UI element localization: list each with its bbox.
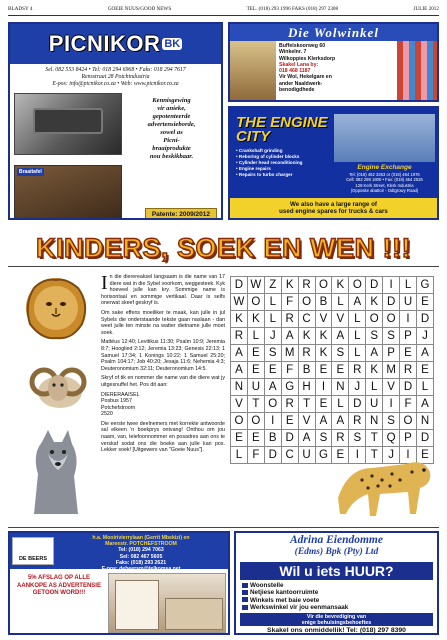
grid-letter: Z: [264, 277, 281, 294]
grid-letter: T: [366, 430, 383, 447]
grid-letter: R: [298, 277, 315, 294]
grid-letter: K: [281, 277, 298, 294]
grid-letter: R: [332, 430, 349, 447]
picnikor-banner: [10, 24, 221, 64]
grid-letter: S: [383, 328, 400, 345]
de-beers-logo-text: DE BEERS: [18, 556, 48, 562]
wolwinkel-photo: [230, 41, 276, 100]
cheetah-illustration: [332, 428, 438, 520]
wolf-illustration: [14, 424, 98, 520]
grid-letter: N: [416, 413, 433, 430]
promo-line: AANKOPE AS ADVERTENSIE: [17, 582, 101, 589]
wol-extra-line: benodigdhede: [279, 87, 315, 94]
grid-letter: E: [264, 362, 281, 379]
grid-row: [231, 294, 434, 311]
offering-item: [242, 589, 431, 596]
yarn-photo: [397, 41, 437, 100]
offering-label: Winkels met baie voete: [250, 596, 320, 604]
engine-spares-strip: [230, 198, 437, 218]
grid-letter: O: [264, 396, 281, 413]
grid-letter: E: [247, 430, 264, 447]
grid-letter: O: [349, 277, 366, 294]
adrina-offerings: [242, 582, 431, 611]
grid-letter: A: [332, 413, 349, 430]
grid-row: [231, 277, 434, 294]
engine-service-item: • Reboring of cylinder blocks: [236, 154, 300, 159]
grid-letter: T: [366, 447, 383, 464]
picnikor-contact: [10, 64, 221, 91]
grid-letter: D: [281, 430, 298, 447]
de-beers-contact: [56, 535, 226, 572]
page-number: BLADSY 4: [8, 6, 33, 12]
bullet-icon: [242, 590, 248, 595]
grid-letter: H: [298, 379, 315, 396]
kitchen-photo: [108, 573, 226, 633]
grid-letter: N: [231, 379, 248, 396]
engine-city-ad: [228, 106, 439, 220]
paper-name: GOEIE NUUS/GOOD NEWS: [107, 6, 172, 12]
grid-letter: E: [400, 345, 417, 362]
engine-strip-line: We also have a large range of: [290, 201, 377, 208]
grid-letter: R: [400, 362, 417, 379]
grid-letter: L: [349, 328, 366, 345]
engine-services: [236, 148, 332, 178]
grid-letter: O: [400, 413, 417, 430]
grid-letter: T: [298, 396, 315, 413]
grid-letter: R: [349, 413, 366, 430]
grid-row: [231, 311, 434, 328]
grid-letter: D: [383, 294, 400, 311]
grid-letter: E: [332, 447, 349, 464]
grid-row: [231, 328, 434, 345]
grid-letter: K: [366, 362, 383, 379]
grid-letter: M: [383, 362, 400, 379]
wol-extra-line: Vir Wol, Hekelgare en: [279, 74, 332, 81]
wolwinkel-title: Die Wolwinkel: [230, 24, 437, 41]
grid-letter: D: [366, 277, 383, 294]
grid-letter: O: [315, 277, 332, 294]
grid-letter: F: [247, 447, 264, 464]
beers-email: E-pos: debeersm@telkomsa.net: [101, 566, 181, 573]
grid-letter: L: [400, 277, 417, 294]
grid-letter: D: [231, 277, 248, 294]
wol-phone: 018 468 1187: [279, 68, 311, 75]
adrina-phone: Skakel ons onmiddellik! Tel: (018) 297 8390: [267, 627, 406, 634]
braai-tag: Braaitafel: [19, 169, 42, 175]
grid-letter: L: [264, 311, 281, 328]
grid-letter: V: [383, 379, 400, 396]
grid-letter: A: [416, 345, 433, 362]
grid-letter: A: [332, 328, 349, 345]
beers-address-line: Mareestr. POTCHEFSTROOM: [105, 541, 177, 548]
grid-letter: S: [349, 430, 366, 447]
grid-letter: U: [400, 294, 417, 311]
grid-letter: A: [264, 379, 281, 396]
grill-photo: [14, 93, 122, 155]
grid-letter: G: [315, 447, 332, 464]
picnikor-name: PICNIKOR: [48, 31, 161, 56]
beers-cell: Sel: 082 467 5605: [119, 553, 163, 560]
grid-letter: I: [400, 311, 417, 328]
grid-row: [231, 379, 434, 396]
grid-letter: J: [416, 328, 433, 345]
grid-letter: B: [298, 362, 315, 379]
grid-letter: J: [349, 379, 366, 396]
grid-letter: R: [281, 396, 298, 413]
grid-letter: O: [231, 413, 248, 430]
grid-letter: L: [416, 379, 433, 396]
grid-letter: W: [247, 277, 264, 294]
grid-row: [231, 362, 434, 379]
grid-letter: Q: [383, 430, 400, 447]
grid-letter: A: [416, 396, 433, 413]
engine-city-logo: [236, 116, 330, 146]
engine-contact-line: Tel: (018) 462 3253 or (018) 464 1976: [349, 172, 420, 177]
picnikor-ad: [8, 22, 223, 220]
tagline-line: gepotenteerde: [152, 113, 191, 120]
grid-letter: F: [281, 294, 298, 311]
grid-letter: C: [281, 447, 298, 464]
grid-letter: L: [247, 328, 264, 345]
beers-discount-promo: [12, 573, 106, 633]
offering-label: Werkswinkel vir jou eenmansaak: [250, 603, 349, 611]
beers-fax: Faks: (018) 293 2621: [115, 559, 167, 566]
grid-letter: L: [332, 396, 349, 413]
grid-letter: G: [281, 379, 298, 396]
grid-letter: L: [349, 345, 366, 362]
article-paragraph: Skryf of tik en nommer die name van die diere wat jy uitgesnuffel het. Pos dit aan:: [101, 375, 225, 388]
grid-letter: I: [315, 379, 332, 396]
huur-banner: Wil u iets HUUR?: [240, 562, 433, 580]
picnikor-suffix: BK: [164, 38, 181, 50]
grid-letter: V: [231, 396, 248, 413]
grid-letter: S: [366, 328, 383, 345]
adrina-subtitle: (Edms) Bpk (Pty) Ltd: [294, 547, 379, 557]
grid-letter: D: [349, 396, 366, 413]
de-beers-ad: [8, 531, 230, 635]
grid-letter: K: [315, 345, 332, 362]
grid-letter: S: [383, 413, 400, 430]
patent-badge: Patente: 2009/2012: [145, 208, 217, 220]
grid-letter: B: [315, 294, 332, 311]
grid-letter: V: [298, 413, 315, 430]
grid-letter: V: [332, 311, 349, 328]
grid-letter: I: [400, 447, 417, 464]
grid-letter: D: [416, 430, 433, 447]
grid-letter: N: [332, 379, 349, 396]
cta-line: Vir die bevrediging van: [306, 613, 367, 620]
grid-letter: L: [366, 379, 383, 396]
grid-letter: U: [366, 396, 383, 413]
de-beers-logo: [12, 537, 54, 565]
postal-address: DIERERAAISEL Posbus 1957 Potchefstroom 2520: [101, 391, 140, 418]
grid-letter: D: [416, 311, 433, 328]
grid-row: [231, 413, 434, 430]
grid-letter: V: [315, 311, 332, 328]
tagline-line: braaiprodukte: [152, 145, 191, 152]
engine-contact-line: Cell: 082 298 1800 • Fax: (018) 464 2535: [346, 177, 423, 183]
kinders-title: KINDERS, SOEK EN WEN !!!: [35, 232, 411, 263]
grid-letter: A: [366, 345, 383, 362]
engine-logo-text: THE ENGINE CITY: [236, 114, 328, 145]
grid-letter: L: [332, 294, 349, 311]
grid-letter: E: [315, 362, 332, 379]
grid-letter: C: [298, 311, 315, 328]
grid-letter: I: [349, 447, 366, 464]
picnikor-address: Rensstraat 28 Potchindustria: [81, 74, 150, 80]
grid-letter: R: [231, 328, 248, 345]
wol-address-line: Buffelskoorweg 60: [279, 43, 326, 49]
grid-letter: D: [400, 379, 417, 396]
grid-letter: K: [298, 328, 315, 345]
grid-letter: F: [400, 396, 417, 413]
adrina-eiendomme-ad: [234, 531, 439, 635]
page-header: [8, 3, 439, 16]
tagline-line: Picni-: [163, 137, 180, 144]
wol-address-line: Winkelnr. 7: [279, 49, 307, 56]
grid-letter: R: [281, 311, 298, 328]
grid-letter: P: [383, 345, 400, 362]
tagline-line: Kennisgewing: [152, 97, 191, 104]
grid-row: [231, 345, 434, 362]
grid-letter: I: [383, 396, 400, 413]
grid-letter: E: [247, 362, 264, 379]
grid-letter: T: [247, 396, 264, 413]
grid-letter: E: [416, 447, 433, 464]
grid-letter: O: [366, 311, 383, 328]
article-paragraph: [101, 274, 225, 307]
divider: [8, 266, 439, 267]
grid-letter: A: [315, 413, 332, 430]
bullet-icon: [242, 597, 248, 602]
tagline-line: nou beskikbaar.: [149, 153, 194, 160]
engine-service-item: • Cylinder head reconditioning: [236, 160, 303, 165]
engine-contact-line: (Opposite abattoir - Odtgrowy Road): [350, 188, 419, 194]
promo-line: 5% AFSLAG OP ALLE: [27, 575, 91, 581]
grid-letter: I: [383, 277, 400, 294]
dropcap: I: [101, 274, 108, 294]
picnikor-tagline: [126, 93, 217, 161]
engine-service-item: • Engine repairs: [236, 166, 271, 171]
bullet-icon: [242, 583, 248, 588]
bullet-icon: [242, 605, 248, 610]
engine-service-item: • Repairs to turbo charger: [236, 172, 293, 177]
grid-letter: E: [416, 294, 433, 311]
grid-letter: D: [264, 447, 281, 464]
grid-letter: W: [231, 294, 248, 311]
grid-letter: N: [366, 413, 383, 430]
engine-service-item: • Crankshaft grinding: [236, 148, 283, 153]
grid-letter: A: [231, 345, 248, 362]
offering-item: [242, 582, 431, 589]
issue-date: JULIE 2012: [413, 6, 439, 12]
engine-strip-line: used engine spares for trucks & cars: [279, 208, 388, 215]
grid-letter: O: [247, 294, 264, 311]
offering-item: [242, 604, 431, 611]
grid-letter: R: [349, 362, 366, 379]
picnikor-email: E-pos: info@picnikor.co.za • Web: www.picnikor.co.za: [52, 81, 179, 87]
grid-letter: L: [264, 294, 281, 311]
grid-letter: A: [281, 328, 298, 345]
paragraph-text: n die dierereaksel langsaam is die name van 17 diere wat in die Sybel voorkom, weggesteek. Kyk hoeveel julle kan kry. Sommige name is horisontaal en sommige vertikaal. Daar is selfs onerwat skeef geskryf is.: [101, 274, 225, 307]
lion-illustration: [14, 274, 98, 342]
grid-letter: B: [264, 430, 281, 447]
grid-letter: S: [315, 430, 332, 447]
grid-letter: L: [349, 311, 366, 328]
grid-letter: O: [383, 311, 400, 328]
wol-contact-label: Skakel Lana by:: [279, 61, 319, 68]
grid-letter: O: [247, 413, 264, 430]
cta-line: enige behuisingsbehoeftes: [301, 619, 372, 626]
beers-phone: Tel: (018) 294 7063: [118, 547, 164, 554]
tagline-line: sowel as: [160, 129, 183, 136]
grid-letter: K: [332, 277, 349, 294]
grid-letter: U: [298, 447, 315, 464]
beers-address-line: h.a. Mooirivierrylaan (Gerrit Mbekizi) en: [92, 535, 190, 541]
grid-letter: K: [366, 294, 383, 311]
grid-letter: U: [247, 379, 264, 396]
picnikor-phone-line: Sel. 082 553 8424 • Tel: 018 294 6968 • Faks: 018 294 7617: [45, 67, 186, 73]
engine-shop-photo: [334, 114, 435, 162]
kinders-heading: [8, 232, 439, 264]
grid-letter: A: [298, 430, 315, 447]
wol-extra-line: ander Naaldwerk-: [279, 80, 323, 87]
wolwinkel-ad: [228, 22, 439, 102]
grid-letter: S: [332, 345, 349, 362]
grid-letter: J: [383, 447, 400, 464]
grid-letter: K: [315, 328, 332, 345]
article-paragraph: Die eerste twee deelnemers met korrekte antwoorde sal elkeen 'n boekprys ontvang! Onthou om jou naam, van, telefoonnommer en posadres aan ons te verskaf sodat ons die boeke aan julle kan pos. Lekker soek! [Uitgewers van "Goeie Nuus"].: [101, 420, 225, 454]
adrina-title: Adrina Eiendomme: [290, 534, 383, 546]
kinders-article: [101, 274, 225, 526]
grid-letter: G: [416, 277, 433, 294]
tagline-line: advertensieborde,: [147, 121, 196, 128]
grid-letter: R: [298, 345, 315, 362]
offering-label: Woonstelle: [250, 582, 284, 589]
grid-letter: E: [332, 362, 349, 379]
promo-line: GETOON WORD!!!: [32, 590, 86, 596]
grid-letter: P: [400, 430, 417, 447]
grid-letter: E: [231, 430, 248, 447]
grid-letter: A: [349, 294, 366, 311]
engine-contact-line: 128 Kerk Street, Klerk Industria: [355, 182, 414, 188]
grid-letter: E: [315, 396, 332, 413]
engine-contacts: [334, 172, 435, 194]
article-paragraph: Om sake effens moeiliker te maak, kan julle in jul Sybels die onderstaande tekste gaan naslaan - dan weet julle ten minste na watter dietname julle moet soek.: [101, 309, 225, 336]
grid-letter: J: [264, 328, 281, 345]
adrina-cta: [240, 613, 433, 626]
grid-letter: F: [281, 362, 298, 379]
grid-letter: K: [231, 311, 248, 328]
grid-letter: A: [231, 362, 248, 379]
grid-letter: K: [247, 311, 264, 328]
offering-item: [242, 597, 431, 604]
wol-address-line: Wilkoppies Klerksdorp: [279, 55, 336, 62]
grid-letter: P: [400, 328, 417, 345]
grid-letter: E: [281, 413, 298, 430]
grid-letter: I: [264, 413, 281, 430]
grid-letter: L: [231, 447, 248, 464]
grid-letter: E: [416, 362, 433, 379]
braai-photo: [14, 165, 122, 220]
wolwinkel-info: [276, 41, 397, 100]
divider: [8, 527, 439, 528]
grid-letter: M: [281, 345, 298, 362]
paper-contact: TEL. (018) 293 1996 FAKS (018) 297 2308: [246, 6, 339, 12]
grid-letter: O: [298, 294, 315, 311]
grid-row: [231, 396, 434, 413]
ram-illustration: [14, 358, 98, 414]
offering-label: Netjiese kantoorruimte: [250, 589, 319, 597]
tagline-line: vir anieke,: [157, 105, 186, 112]
grid-letter: S: [264, 345, 281, 362]
article-paragraph: Mattéus 12:40; Levitikus 11:30; Psalm 10:9; Jeremia 8:7; Hooglied 2:12; Jeremia 13:23; Genesis 22:13; 1 Samuel 17:34; 1 Konings 10:22; 1 Samuel 25:20; Psalm 104:17; Job 40:20; Jesaja 11:6; Nehemia 4:3; Deuteronomium 32:11; Deuteronomium 14:5.: [101, 339, 225, 372]
grid-letter: E: [247, 345, 264, 362]
engine-exchange-title: Engine Exchange: [357, 164, 412, 171]
